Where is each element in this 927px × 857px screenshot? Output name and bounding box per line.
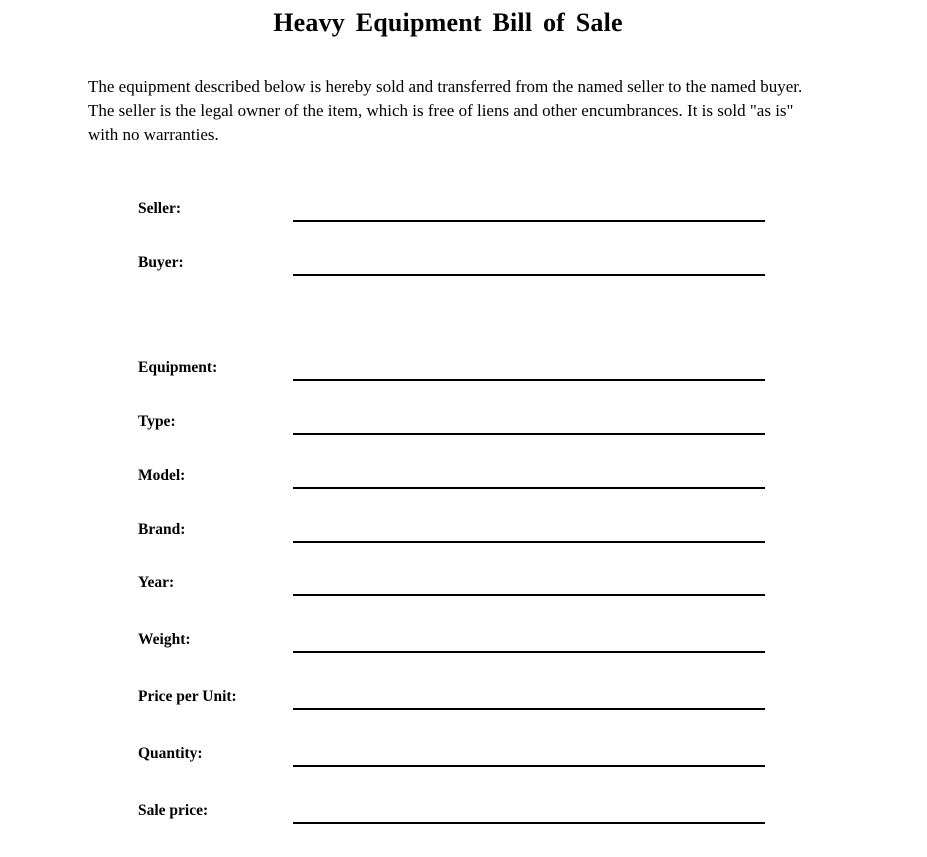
form-field-row-quantity	[138, 745, 778, 769]
form-field-row-weight	[138, 631, 778, 655]
form-field-row-seller	[138, 200, 778, 224]
weight-fill-in-line[interactable]	[293, 651, 765, 653]
form-field-row-type	[138, 413, 778, 437]
model-fill-in-line[interactable]	[293, 487, 765, 489]
seller-fill-in-line[interactable]	[293, 220, 765, 222]
form-field-row-model	[138, 467, 778, 491]
intro-paragraph: The equipment described below is hereby sold and transferred from the named seller to the named buyer. The seller is the legal owner of the item, which is free of liens and other encumbrances. It is sold "as is" with no warranties.	[88, 77, 803, 144]
price-per-unit-label: Price per Unit:	[138, 688, 237, 705]
seller-label: Seller:	[138, 200, 182, 217]
form-field-row-sale-price	[138, 802, 778, 826]
quantity-label: Quantity:	[138, 745, 203, 762]
year-label: Year:	[138, 574, 175, 591]
buyer-label: Buyer:	[138, 254, 184, 271]
form-field-row-buyer	[138, 254, 778, 278]
price-per-unit-fill-in-line[interactable]	[293, 708, 765, 710]
form-field-row-price-per-unit	[138, 688, 778, 712]
page-title: Heavy Equipment Bill of Sale	[273, 8, 623, 37]
year-fill-in-line[interactable]	[293, 594, 765, 596]
brand-fill-in-line[interactable]	[293, 541, 765, 543]
type-label: Type:	[138, 413, 176, 430]
sale-price-label: Sale price:	[138, 802, 209, 819]
form-field-row-brand	[138, 521, 778, 545]
quantity-fill-in-line[interactable]	[293, 765, 765, 767]
form-field-row-year	[138, 574, 778, 598]
buyer-fill-in-line[interactable]	[293, 274, 765, 276]
form-field-row-equipment	[138, 359, 778, 383]
equipment-label: Equipment:	[138, 359, 218, 376]
brand-label: Brand:	[138, 521, 186, 538]
weight-label: Weight:	[138, 631, 191, 648]
model-label: Model:	[138, 467, 186, 484]
equipment-fill-in-line[interactable]	[293, 379, 765, 381]
sale-price-fill-in-line[interactable]	[293, 822, 765, 824]
type-fill-in-line[interactable]	[293, 433, 765, 435]
